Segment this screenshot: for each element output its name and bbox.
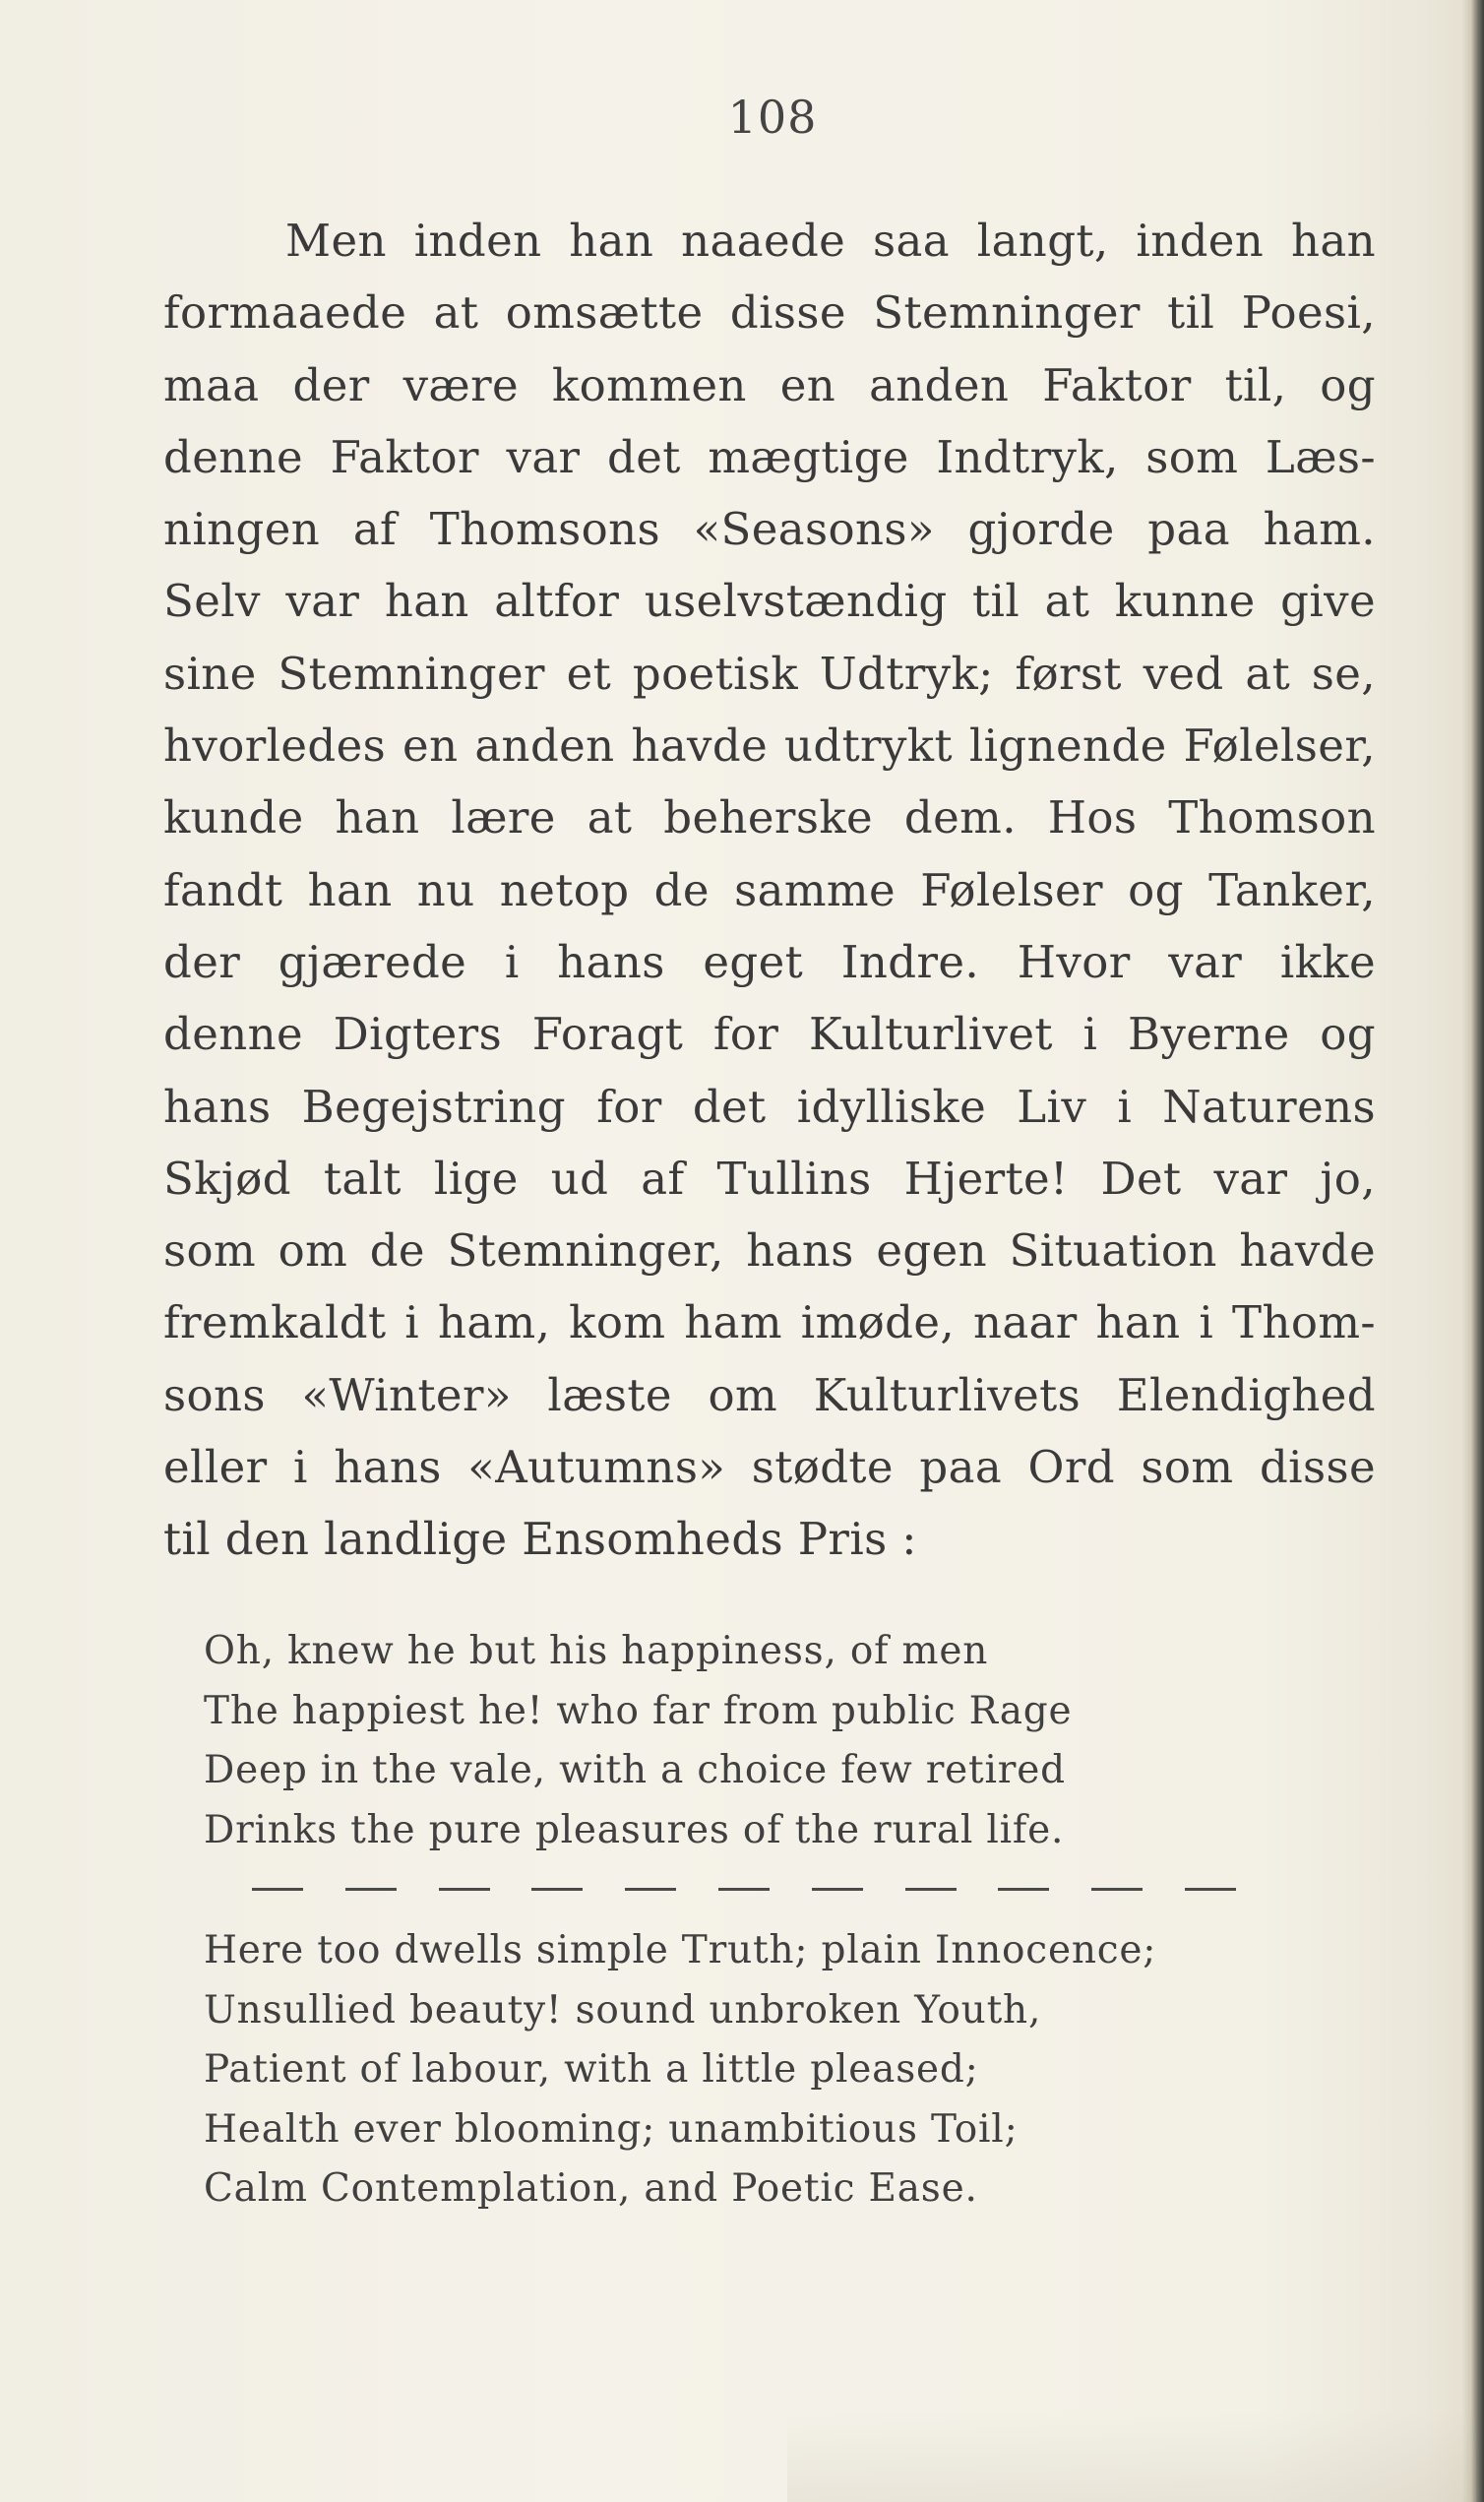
text-line: Selv var han altfor uselvstændig til at kunne give xyxy=(163,575,1376,628)
text-line: som om de Stemninger, hans egen Situation havde xyxy=(163,1224,1376,1278)
separator-dash xyxy=(252,1888,303,1891)
separator-dash xyxy=(812,1888,863,1891)
separator-dash xyxy=(439,1888,490,1891)
separator-dash xyxy=(1091,1888,1143,1891)
poem-verse: Drinks the pure pleasures of the rural life. xyxy=(204,1807,1065,1852)
poem-stanza-2 xyxy=(204,1921,1306,2220)
poem-verse: Health ever blooming; unambitious Toil; xyxy=(204,2106,1019,2152)
separator-dash xyxy=(531,1888,583,1891)
text-line: kunde han lære at beherske dem. Hos Thomson xyxy=(163,791,1376,844)
text-line: hans Begejstring for det idylliske Liv i Naturens xyxy=(163,1080,1376,1133)
text-line: til den landlige Ensomheds Pris : xyxy=(163,1513,917,1566)
page-number: 108 xyxy=(727,91,818,144)
body-paragraph xyxy=(163,205,1376,1576)
text-line: formaaede at omsætte disse Stemninger til Poesi, xyxy=(163,286,1376,340)
text-line: fandt han nu netop de samme Følelser og Tanker, xyxy=(163,863,1376,916)
separator-dash xyxy=(905,1888,957,1891)
poem-verse: Unsullied beauty! sound unbroken Youth, xyxy=(204,1987,1042,2033)
poem-verse: Here too dwells simple Truth; plain Innocence; xyxy=(204,1928,1157,1972)
poem-verse: The happiest he! who far from public Rage xyxy=(204,1688,1073,1733)
poem-stanza-1 xyxy=(204,1622,1306,1860)
separator-dash xyxy=(1185,1888,1236,1891)
text-line: sine Stemninger et poetisk Udtryk; først ved at se, xyxy=(163,647,1376,700)
text-line: maa der være kommen en anden Faktor til, og xyxy=(163,358,1376,411)
paper-smudge xyxy=(787,2411,1476,2502)
text-line: sons «Winter» læste om Kulturlivets Elendighed xyxy=(163,1368,1376,1421)
separator-dash xyxy=(998,1888,1049,1891)
dash-separator xyxy=(252,1888,1236,1892)
separator-dash xyxy=(718,1888,770,1891)
separator-dash xyxy=(625,1888,676,1891)
text-line: denne Faktor var det mægtige Indtryk, som Læs- xyxy=(163,430,1376,483)
text-line: hvorledes en anden havde udtrykt lignende Følelser, xyxy=(163,719,1376,773)
poem-verse: Oh, knew he but his happiness, of men xyxy=(204,1629,989,1673)
separator-dash xyxy=(345,1888,397,1891)
text-line: eller i hans «Autumns» stødte paa Ord som disse xyxy=(163,1441,1376,1494)
poem-verse: Deep in the vale, with a choice few retired xyxy=(204,1748,1066,1793)
text-line: Skjød talt lige ud af Tullins Hjerte! Det var jo, xyxy=(163,1152,1376,1205)
page-edge-shadow xyxy=(1462,0,1484,2502)
poem-verse: Patient of labour, with a little pleased; xyxy=(204,2047,979,2093)
poem-verse: Calm Contemplation, and Poetic Ease. xyxy=(204,2166,978,2212)
text-line: ningen af Thomsons «Seasons» gjorde paa ham. xyxy=(163,503,1376,556)
text-line: der gjærede i hans eget Indre. Hvor var ikke xyxy=(163,935,1376,988)
text-line: Men inden han naaede saa langt, inden han xyxy=(285,215,1376,267)
text-line: denne Digters Foragt for Kulturlivet i Byerne og xyxy=(163,1008,1376,1061)
text-line: fremkaldt i ham, kom ham imøde, naar han i Thom- xyxy=(163,1296,1376,1349)
